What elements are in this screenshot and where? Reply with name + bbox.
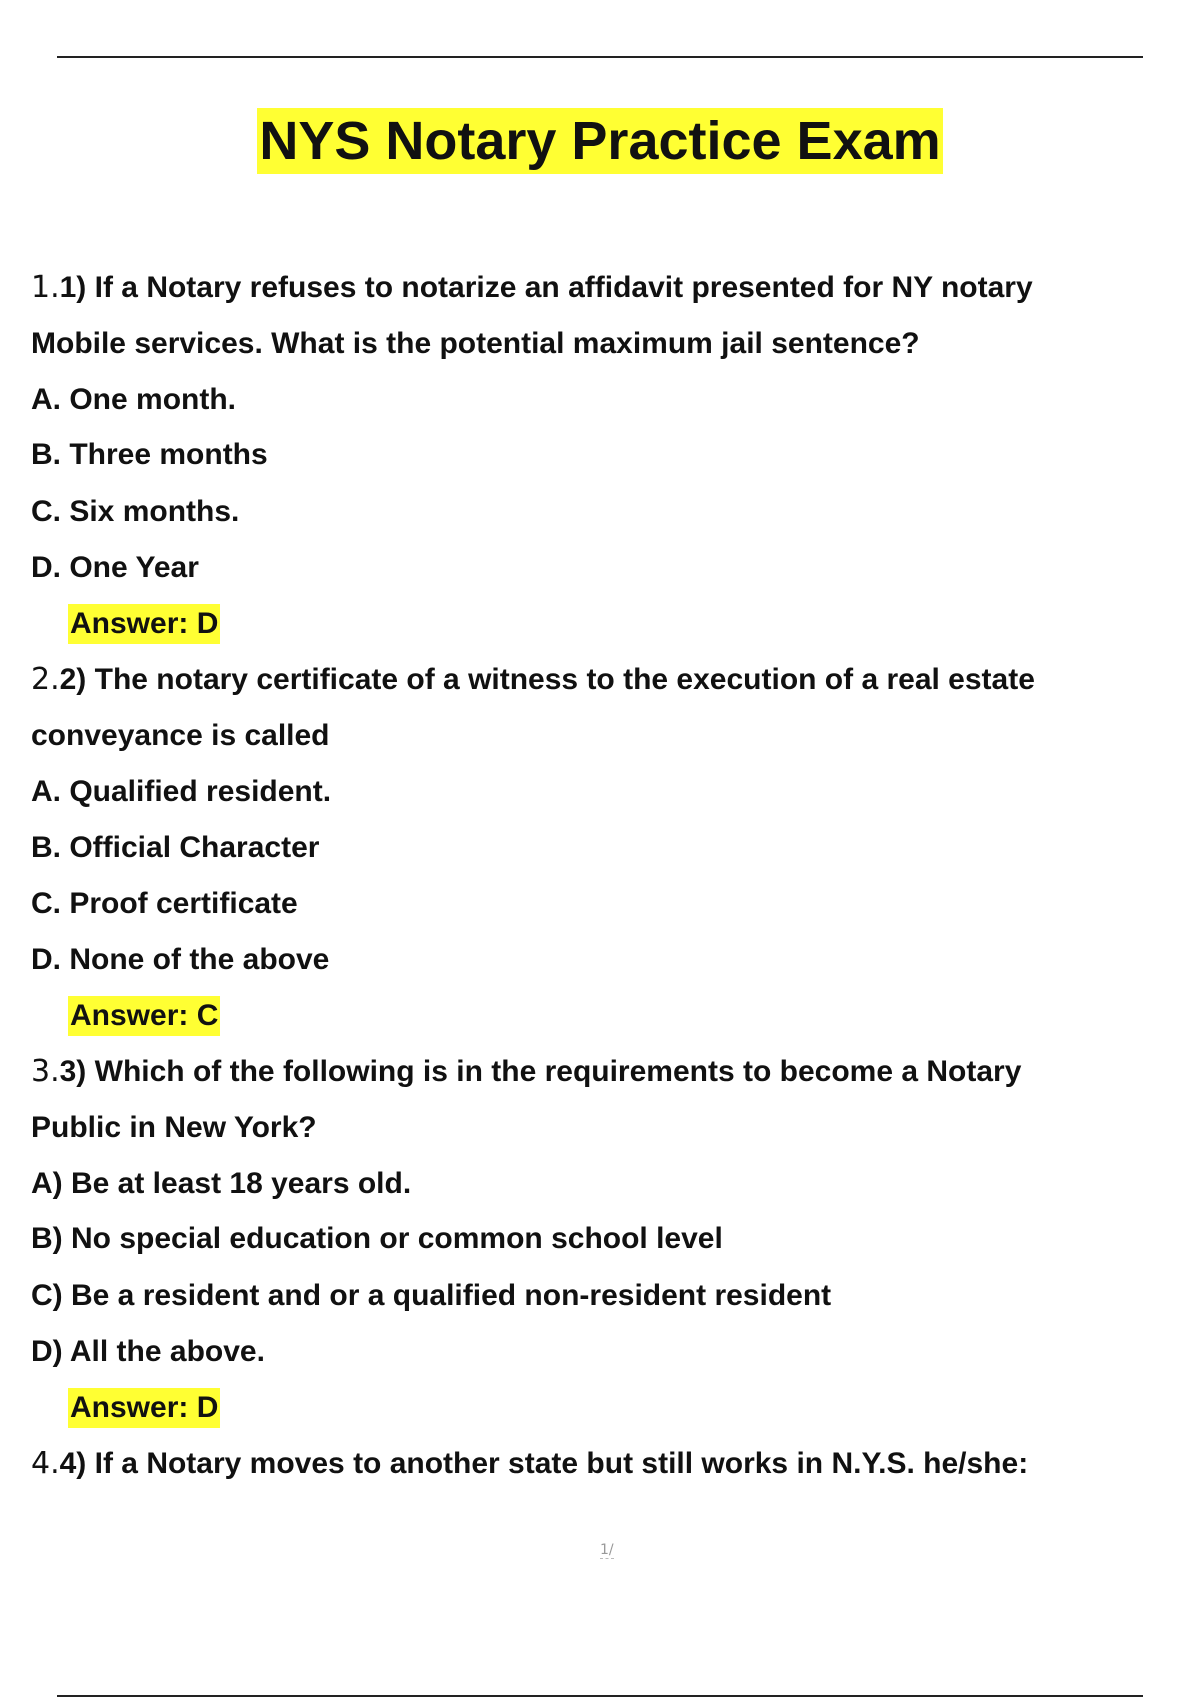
question-2-answer: Answer: C [68,996,220,1036]
question-number: 1. [31,270,60,305]
question-1-line-1 [31,268,1033,308]
question-text: 2) The notary certificate of a witness to the execution of a real estate [59,663,1035,696]
question-4-line-1 [31,1444,1028,1484]
question-text: 3) Which of the following is in the requirements to become a Notary [59,1055,1022,1088]
question-1-option-d: D. One Year [31,551,199,584]
question-number: 2. [31,662,60,697]
question-3-line-1 [31,1052,1021,1092]
question-2-line-1 [31,660,1035,700]
question-2-option-a: A. Qualified resident. [31,775,332,808]
bottom-rule [57,1695,1143,1697]
question-1-option-b: B. Three months [31,438,268,471]
question-2-option-b: B. Official Character [31,831,320,864]
question-1-option-c: C. Six months. [31,495,240,528]
question-3-line-2: Public in New York? [31,1111,317,1144]
question-3-option-c: C) Be a resident and or a qualified non-resident resident [31,1279,832,1312]
question-3-option-d: D) All the above. [31,1335,265,1368]
question-1-option-a: A. One month. [31,383,236,416]
question-number: 4. [31,1446,60,1481]
question-2-line-2: conveyance is called [31,719,330,752]
question-text: 4) If a Notary moves to another state but still works in N.Y.S. he/she: [59,1447,1029,1480]
question-2-option-c: C. Proof certificate [31,887,298,920]
question-3-option-a: A) Be at least 18 years old. [31,1167,412,1200]
page-number: 1/ [600,1542,614,1558]
page-title: NYS Notary Practice Exam [257,108,942,174]
question-1-answer: Answer: D [68,604,220,644]
title-container [0,108,1200,174]
question-text: 1) If a Notary refuses to notarize an affidavit presented for NY notary [59,271,1033,304]
question-number: 3. [31,1054,60,1089]
question-3-answer: Answer: D [68,1388,220,1428]
question-2-option-d: D. None of the above [31,943,330,976]
top-rule [57,56,1143,58]
question-1-line-2: Mobile services. What is the potential maximum jail sentence? [31,327,920,360]
question-3-option-b: B) No special education or common school level [31,1222,723,1255]
